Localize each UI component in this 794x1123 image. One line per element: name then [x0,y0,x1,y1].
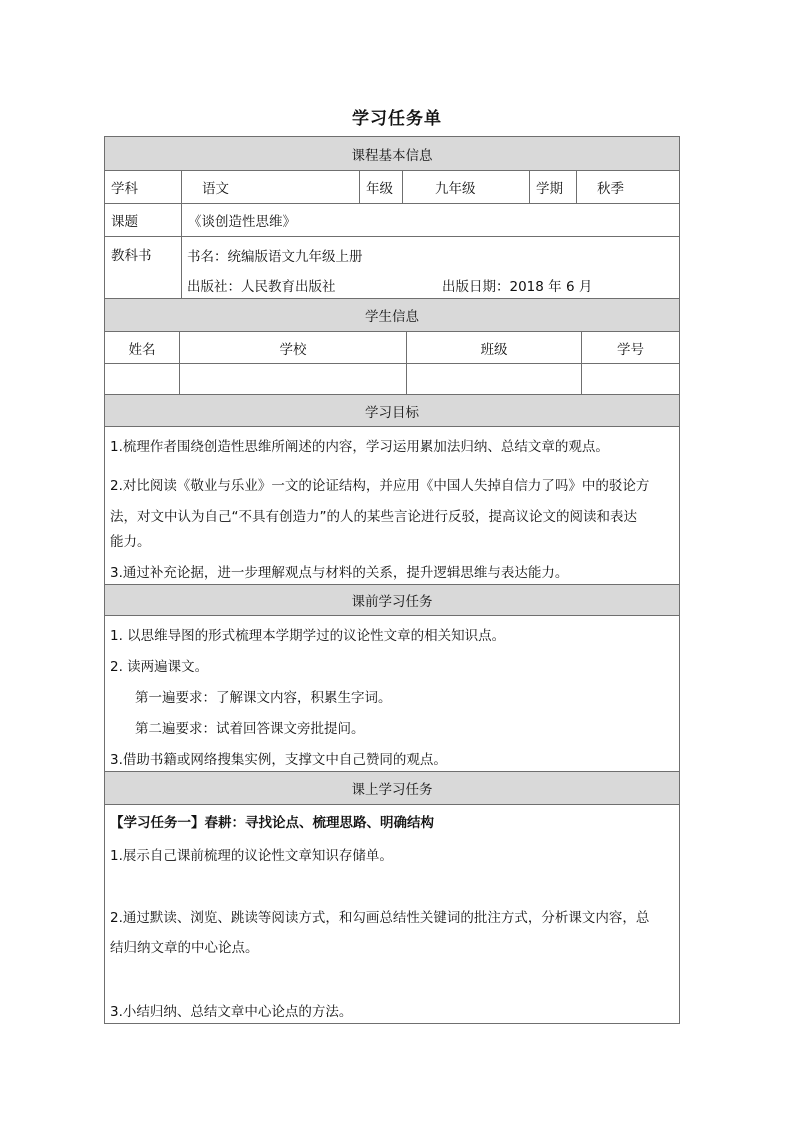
student-info-header: 学生信息 [105,299,679,332]
pre-class-line: 1. 以思维导图的形式梳理本学期学过的议论性文章的相关知识点。 [110,628,506,644]
in-class-line: 3.小结归纳、总结文章中心论点的方法。 [110,1004,353,1020]
pre-class-line: 3.借助书籍或网络搜集实例，支撑文中自己赞同的观点。 [110,752,447,768]
goal-line: 法，对文中认为自己“不具有创造力”的人的某些言论进行反驳，提高议论文的阅读和表达 [110,509,637,525]
column-class: 班级 [406,332,581,363]
grade-label: 年级 [359,171,402,203]
publisher: 出版社：人民教育出版社 [187,279,336,295]
pre-class-line: 第二遍要求：试着回答课文旁批提问。 [135,721,365,737]
topic-value: 《谈创造性思维》 [181,204,679,236]
in-class-content [105,805,679,1023]
subject-label: 学科 [111,181,138,197]
course-info-header: 课程基本信息 [105,137,679,171]
goal-line: 2.对比阅读《敬业与乐业》一文的论证结构，并应用《中国人失掉自信力了吗》中的驳论方 [110,478,650,494]
goal-line: 1.梳理作者围绕创造性思维所阐述的内容，学习运用累加法归纳、总结文章的观点。 [110,439,609,455]
book-name: 书名：统编版语文九年级上册 [187,249,363,265]
pre-class-header: 课前学习任务 [105,585,679,616]
page-title: 学习任务单 [352,109,442,129]
goal-line: 3.通过补充论据，进一步理解观点与材料的关系，提升逻辑思维与表达能力。 [110,565,569,581]
subject-value: 语文 [181,171,359,203]
goal-line: 能力。 [110,534,151,550]
class-input-cell[interactable] [406,364,581,394]
school-input-cell[interactable] [179,364,406,394]
pre-class-line: 2. 读两遍课文。 [110,659,209,675]
grade-value: 九年级 [402,171,529,203]
in-class-line: 结归纳文章的中心论点。 [110,940,259,956]
subject-row [105,171,679,204]
in-class-header: 课上学习任务 [105,772,679,805]
name-input-cell[interactable] [105,364,179,394]
task-sheet-table [104,136,680,1024]
student-input-row [105,364,679,395]
in-class-line: 2.通过默读、浏览、跳读等阅读方式，和勾画总结性关键词的批注方式，分析课文内容，总 [110,910,650,926]
student-columns-row [105,332,679,364]
task1-title: 【学习任务一】春耕：寻找论点、梳理思路、明确结构 [110,815,434,831]
publication-date: 出版日期：2018 年 6 月 [442,279,593,295]
column-name: 姓名 [128,341,156,358]
goals-content [105,427,679,585]
term-value: 秋季 [576,171,679,203]
pre-class-line: 第一遍要求：了解课文内容，积累生字词。 [135,690,392,706]
pre-class-content [105,616,679,772]
column-student-id: 学号 [581,332,679,363]
textbook-label: 教科书 [111,248,152,264]
column-school: 学校 [179,332,406,363]
in-class-line: 1.展示自己课前梳理的议论性文章知识存储单。 [110,848,393,864]
topic-row [105,204,679,237]
textbook-row [105,237,679,299]
student-id-input-cell[interactable] [581,364,679,394]
topic-label: 课题 [111,214,138,230]
term-label: 学期 [529,171,576,203]
goals-header: 学习目标 [105,395,679,427]
